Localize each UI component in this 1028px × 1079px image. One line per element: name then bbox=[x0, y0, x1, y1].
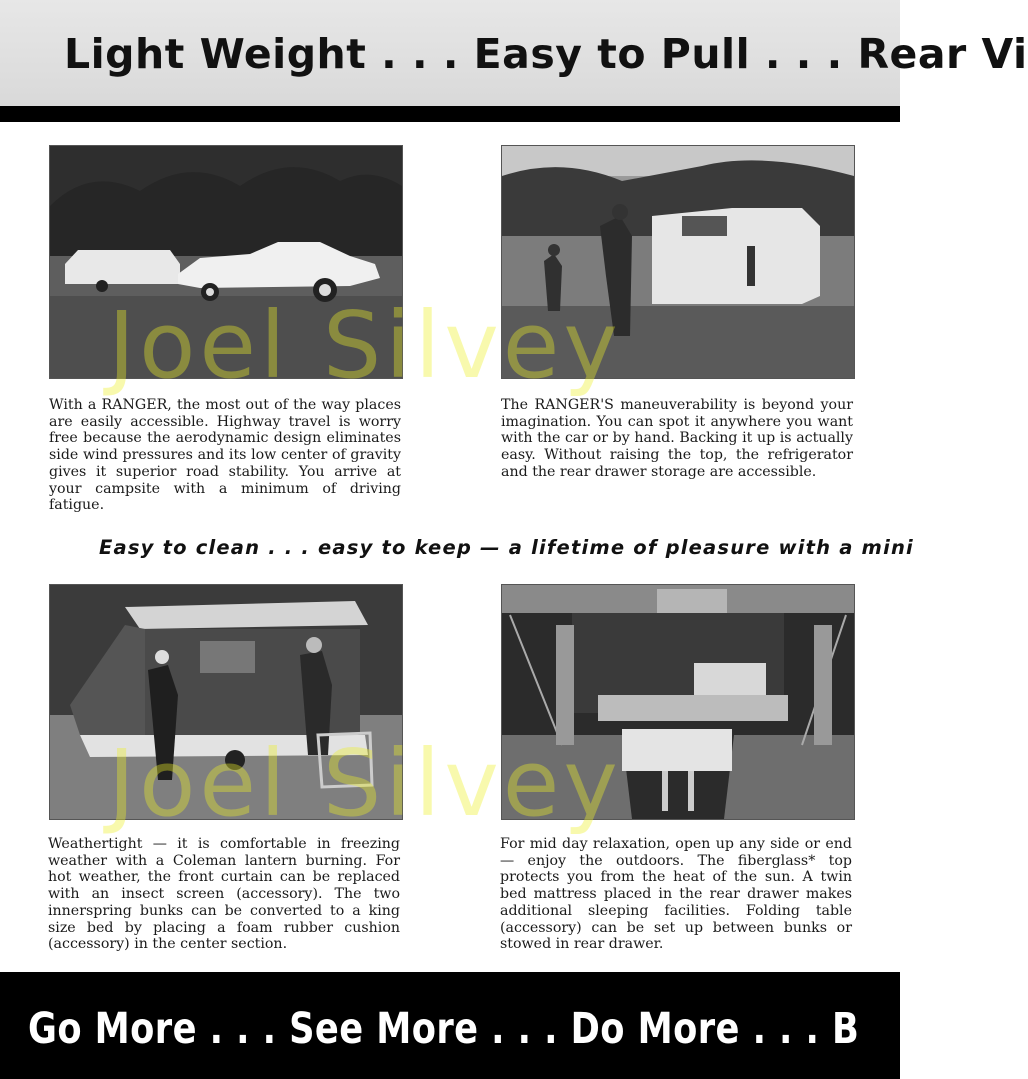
caption-weathertight: Weathertight — it is comfortable in freezing weather with a Coleman lantern burning. For hot weather, the front curtain can be replaced with an insect screen (accessory). The two innerspring bunks can be converted to a king size bed by placing a foam rubber cushion (accessory) in the center section. bbox=[48, 836, 400, 953]
photo-trailer-towed-by-convertible bbox=[49, 145, 403, 379]
photo-trailer-tent-extended-campsite bbox=[49, 584, 403, 820]
photo-trailer-interior-bunks-stove bbox=[501, 584, 855, 820]
watermark-top: Joel Silvey bbox=[108, 292, 622, 399]
caption-highway-travel: With a RANGER, the most out of the way places are easily accessible. Highway travel is worry free because the aerodynamic design eliminates side wind pressures and its low center of gravity gives it superior road stability. You arrive at your campsite with a minimum of driving fatigue. bbox=[49, 397, 401, 514]
watermark-bottom: Joel Silvey bbox=[108, 730, 622, 837]
tagline: Easy to clean . . . easy to keep — a lifetime of pleasure with a mini bbox=[99, 536, 914, 559]
photo-people-at-rear-of-trailer bbox=[501, 145, 855, 379]
header-band bbox=[0, 0, 1028, 106]
caption-relaxation: For mid day relaxation, open up any side or end — enjoy the outdoors. The fiberglass* top protects you from the heat of the sun. A twin bed mattress placed in the rear drawer makes additional sleeping facilities. Folding table (accessory) can be set up between bunks or stowed in rear drawer. bbox=[500, 836, 852, 953]
header-rule bbox=[0, 106, 900, 122]
caption-maneuverability: The RANGER'S maneuverability is beyond your imagination. You can spot it anywhere you want with the car or by hand. Backing it up is actually easy. Without raising the top, the refrigerator and the rear drawer storage are accessible. bbox=[501, 397, 853, 480]
headline: Light Weight . . . Easy to Pull . . . Rear Vi bbox=[64, 30, 1028, 78]
footer-slogan: Go More . . . See More . . . Do More . . . B bbox=[28, 1004, 860, 1054]
